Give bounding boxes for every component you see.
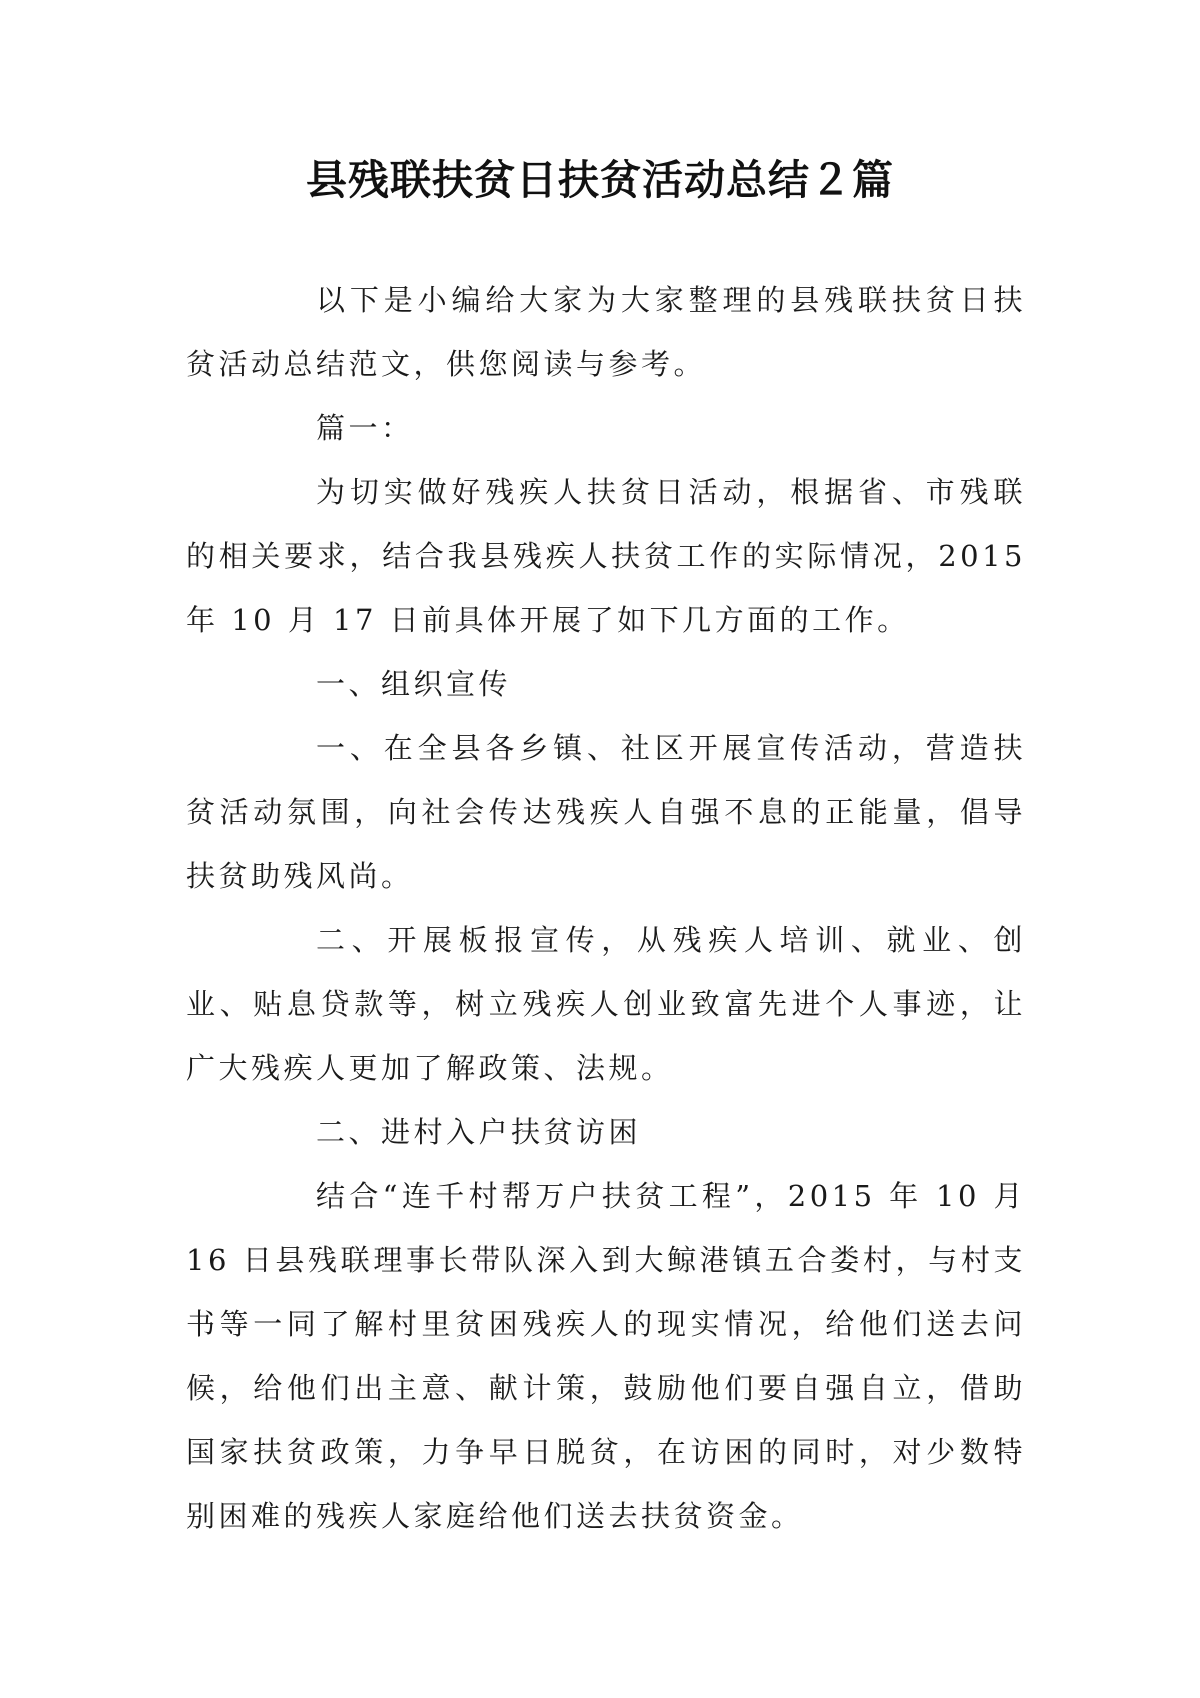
paragraph-part-one-heading: 篇一： (316, 411, 414, 445)
paragraph-overview: 为切实做好残疾人扶贫日活动，根据省、市残联的相关要求，结合我县残疾人扶贫工作的实际情况，2015 年 10 月 17 日前具体开展了如下几方面的工作。 (186, 475, 1026, 637)
paragraph-intro: 以下是小编给大家为大家整理的县残联扶贫日扶贫活动总结范文，供您阅读与参考。 (186, 283, 1026, 381)
document-title: 县残联扶贫日扶贫活动总结２篇 (306, 156, 894, 204)
document-body (186, 268, 1026, 1548)
section-heading-publicity: 一、组织宣传 (316, 667, 512, 701)
paragraph-publicity-2: 二、开展板报宣传，从残疾人培训、就业、创业、贴息贷款等，树立残疾人创业致富先进个人事迹，让广大残疾人更加了解政策、法规。 (186, 923, 1026, 1085)
paragraph-village-visit: 结合“连千村帮万户扶贫工程”，2015 年 10 月 16 日县残联理事长带队深入到大鲸港镇五合娄村，与村支书等一同了解村里贫困残疾人的现实情况，给他们送去问候，给他们出主意、献计策，鼓励他们要自强自立，借助国家扶贫政策，力争早日脱贫，在访困的同时，对少数特别困难的残疾人家庭给他们送去扶贫资金。 (186, 1179, 1026, 1533)
paragraph-publicity-1: 一、在全县各乡镇、社区开展宣传活动，营造扶贫活动氛围，向社会传达残疾人自强不息的正能量，倡导扶贫助残风尚。 (186, 731, 1026, 893)
section-heading-village-visit: 二、进村入户扶贫访困 (316, 1115, 642, 1149)
